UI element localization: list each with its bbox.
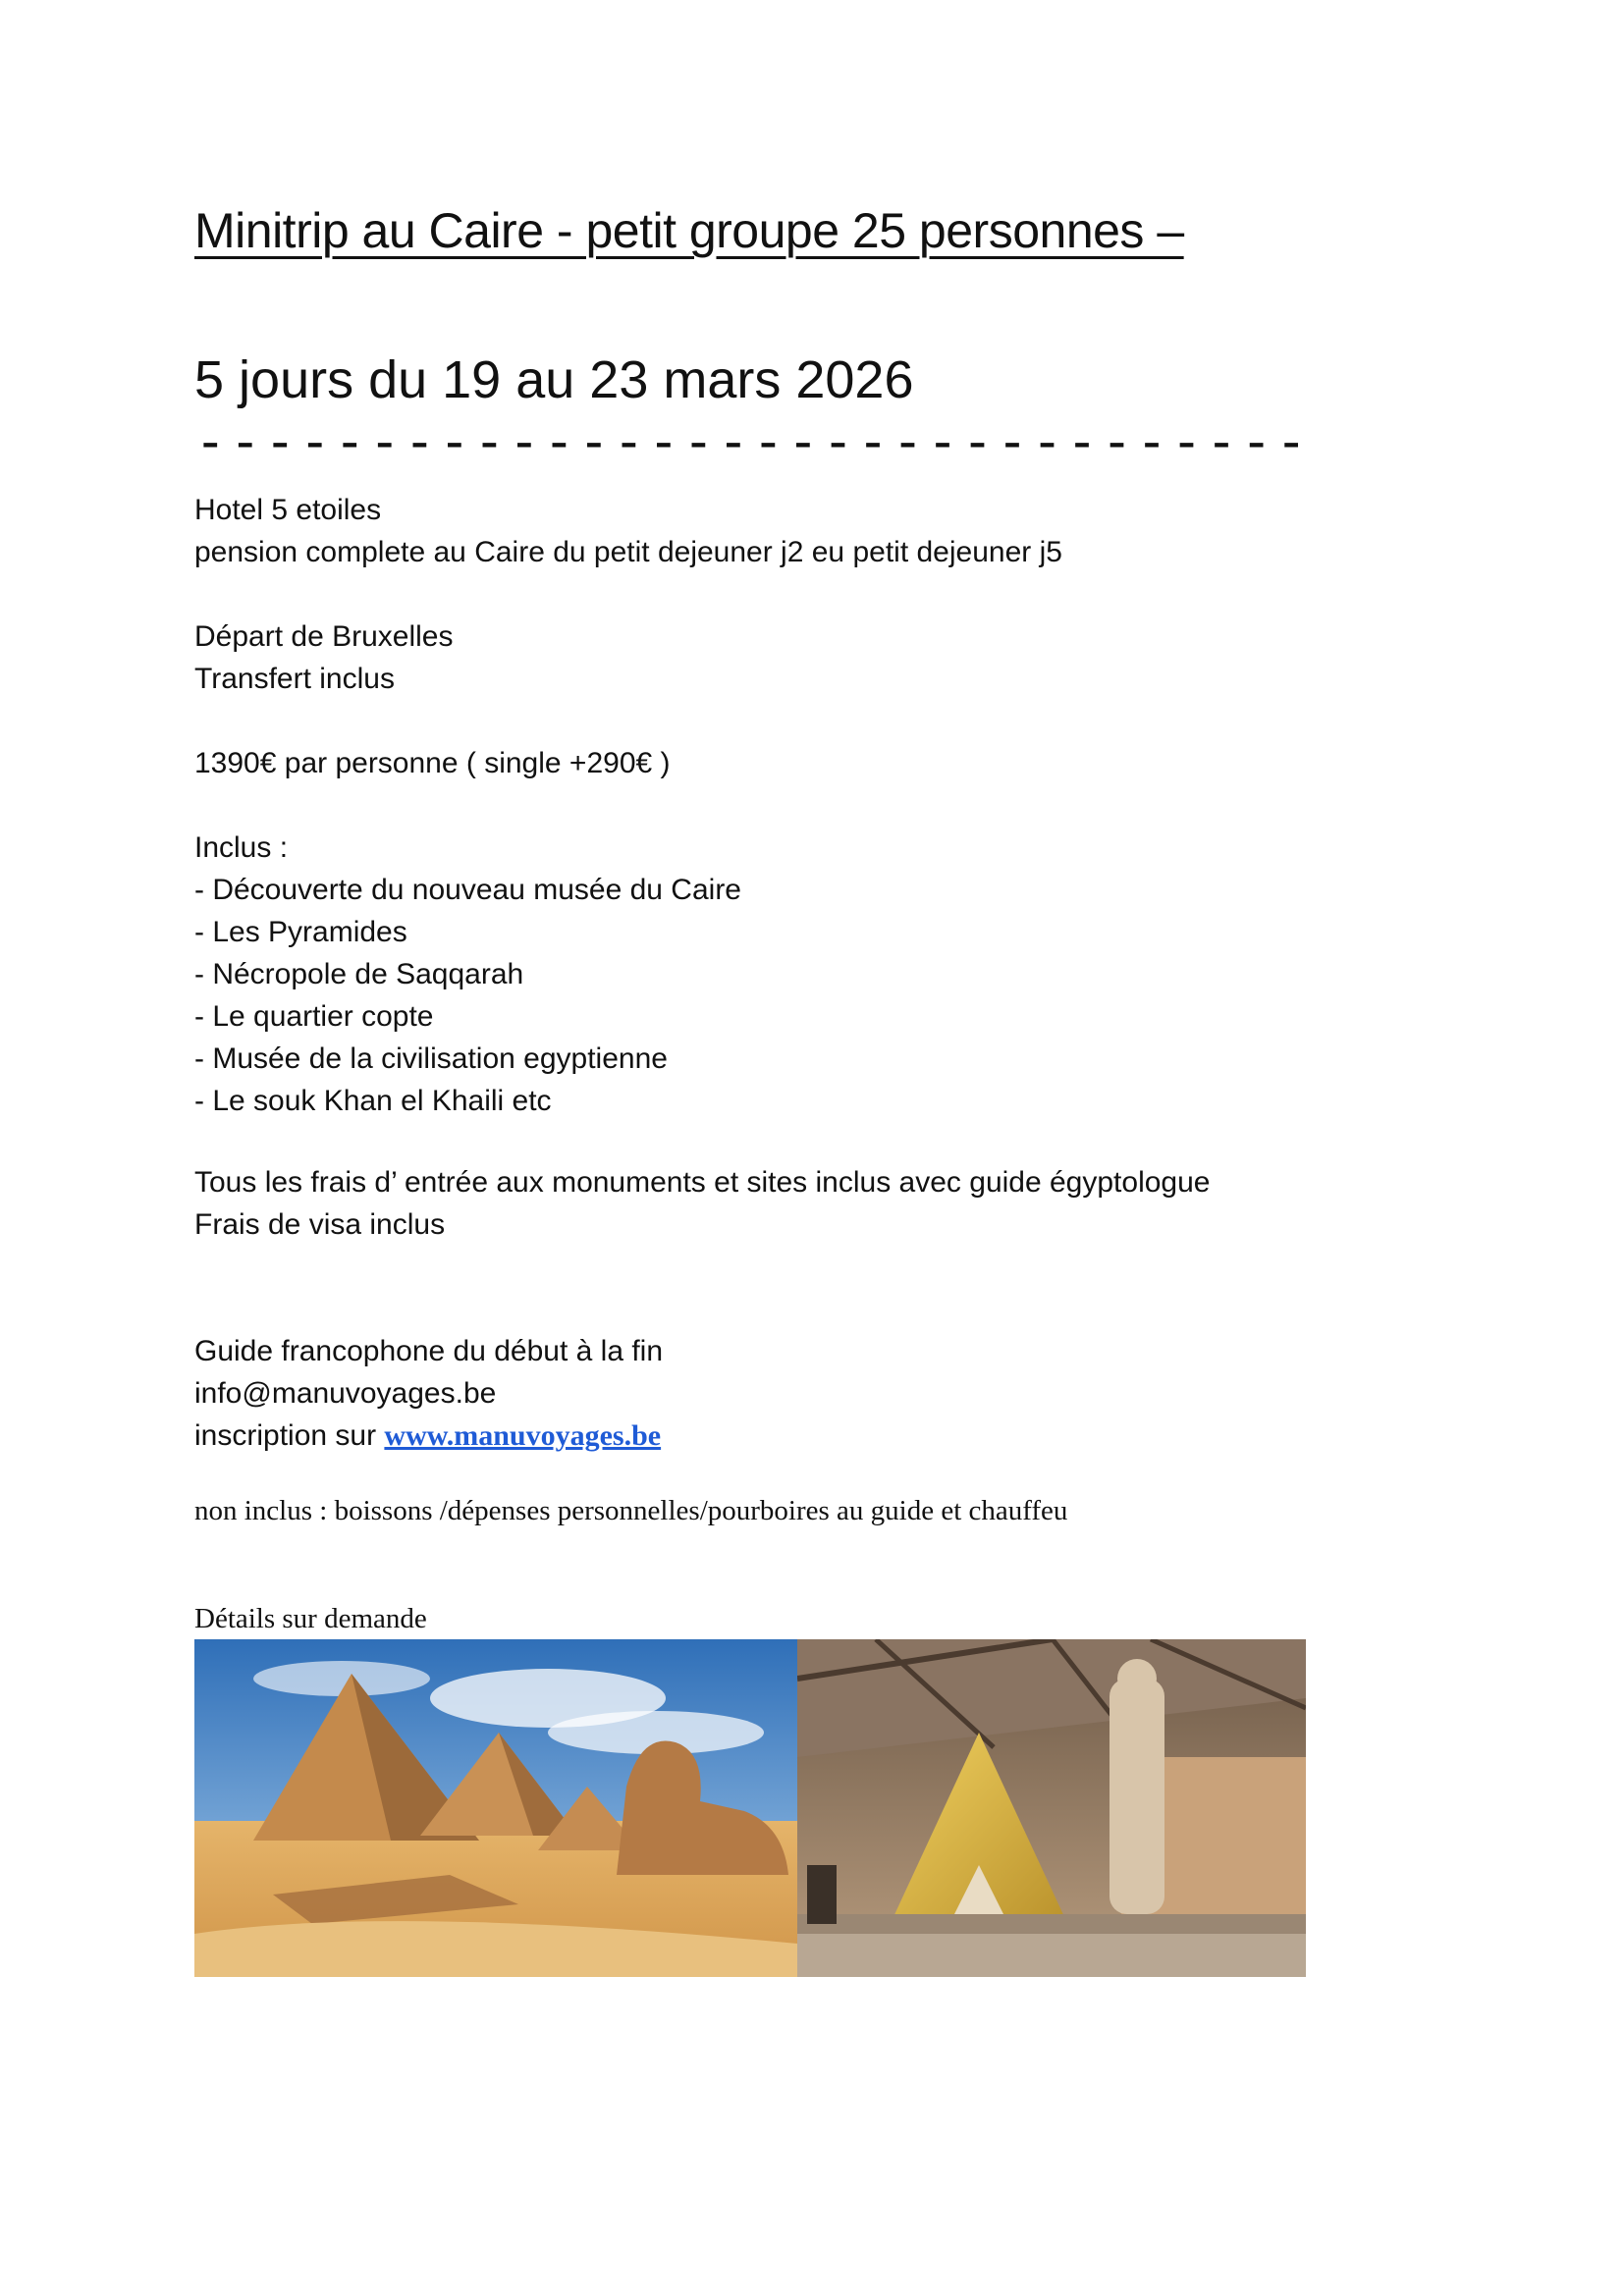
pension-line: pension complete au Caire du petit dejeuner j2 eu petit dejeuner j5 [194,536,1062,568]
website-link[interactable]: www.manuvoyages.be [384,1419,662,1452]
hotel-block [194,489,1062,573]
photo-strip [194,1639,1306,1977]
guide-line: Guide francophone du début à la fin [194,1335,664,1367]
museum-hall-photo [797,1639,1306,1977]
not-included-line: non inclus : boissons /dépenses personnelles/pourboires au guide et chauffeu [194,1495,1068,1526]
included-item: - Découverte du nouveau musée du Caire [194,874,741,906]
included-item: - Le quartier copte [194,1000,434,1033]
included-item: - Les Pyramides [194,916,407,948]
pyramids-illustration [194,1639,797,1977]
details-block [194,1598,427,1640]
contact-block [194,1330,663,1457]
visa-line: Frais de visa inclus [194,1208,446,1241]
included-block [194,827,741,1122]
departure-block [194,615,453,700]
fees-block [194,1161,1210,1246]
price-block [194,742,671,784]
separator-line: -------------------------------- [194,410,1311,472]
trip-dates: 5 jours du 19 au 23 mars 2026 [194,350,914,409]
email-line: info@manuvoyages.be [194,1377,497,1410]
price-line: 1390€ par personne ( single +290€ ) [194,747,671,779]
details-line: Détails sur demande [194,1603,427,1634]
included-item: - Musée de la civilisation egyptienne [194,1042,668,1075]
transfer-line: Transfert inclus [194,663,395,695]
not-included-block [194,1490,1067,1532]
included-item: - Nécropole de Saqqarah [194,958,524,990]
page-title: Minitrip au Caire - petit groupe 25 personnes – [194,203,1184,258]
departure-line: Départ de Bruxelles [194,620,454,653]
hotel-line: Hotel 5 etoiles [194,494,382,526]
registration-prefix: inscription sur [194,1419,385,1452]
registration-line [194,1415,663,1457]
fees-line: Tous les frais d’ entrée aux monuments et sites inclus avec guide égyptologue [194,1166,1211,1199]
pyramids-sphinx-photo [194,1639,797,1977]
included-item: - Le souk Khan el Khaili etc [194,1085,552,1117]
included-heading: Inclus : [194,831,289,864]
museum-illustration [797,1639,1306,1977]
